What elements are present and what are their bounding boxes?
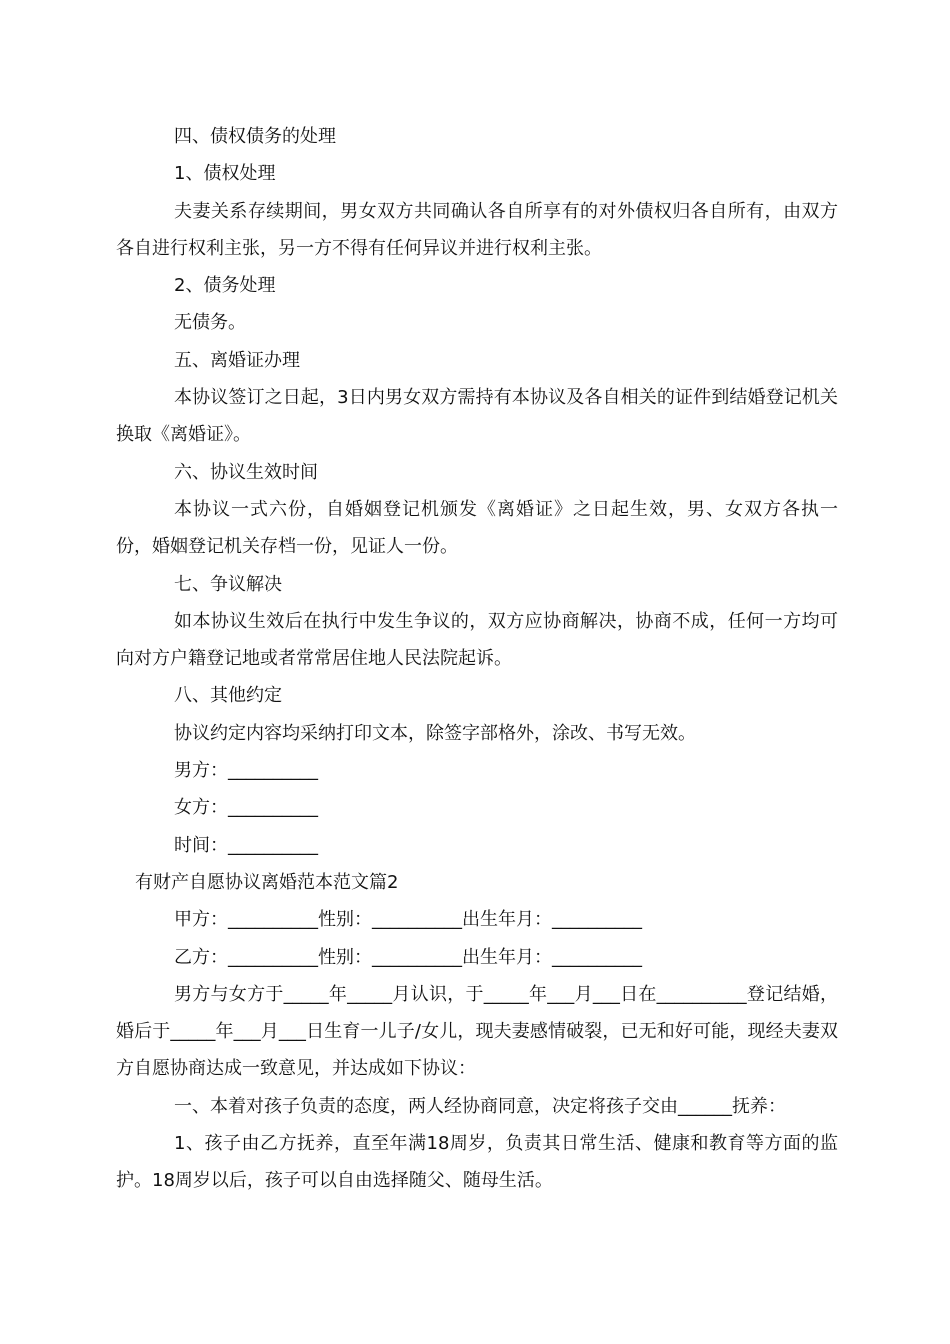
party-b-line: 乙方：__________性别：__________出生年月：__________	[174, 946, 642, 968]
subheading-debt: 2、债务处理	[174, 275, 276, 297]
paragraph-custody-intro: 一、本着对孩子负责的态度，两人经协商同意，决定将孩子交由______抚养：	[174, 1095, 786, 1117]
document-body	[116, 118, 838, 1200]
section-heading-effective: 六、协议生效时间	[174, 461, 318, 483]
signature-line-male: 男方：__________	[174, 760, 318, 782]
section-heading-other: 八、其他约定	[174, 685, 282, 707]
party-a-line: 甲方：__________性别：__________出生年月：__________	[174, 909, 642, 931]
paragraph-other: 协议约定内容均采纳打印文本，除签字部格外，涂改、书写无效。	[174, 722, 696, 744]
signature-line-female: 女方：__________	[174, 797, 318, 819]
paragraph-no-debt: 无债务。	[174, 312, 246, 334]
subheading-credit: 1、债权处理	[174, 163, 276, 185]
paragraph-dispute: 如本协议生效后在执行中发生争议的，双方应协商解决，协商不成，任何一方均可向对方户籍登记地或者常常居住地人民法院起诉。	[116, 610, 838, 670]
paragraph-marriage-facts: 男方与女方于_____年_____月认识，于_____年___月___日在__________登记结婚，婚后于_____年___月___日生育一儿子/女儿，现夫妻感情破裂，已无和好可能，现经夫妻双方自愿协商达成一致意见，并达成如下协议：	[116, 983, 838, 1080]
section-heading-debts: 四、债权债务的处理	[174, 126, 336, 147]
section-heading-dispute: 七、争议解决	[174, 573, 282, 595]
paragraph-custody-detail: 1、孩子由乙方抚养，直至年满18周岁，负责其日常生活、健康和教育等方面的监护。18周岁以后，孩子可以自由选择随父、随母生活。	[116, 1133, 838, 1192]
paragraph-certificate: 本协议签订之日起，3日内男女双方需持有本协议及各自相关的证件到结婚登记机关换取《离婚证》。	[116, 387, 838, 446]
signature-line-date: 时间：__________	[174, 834, 318, 856]
article-title-2: 有财产自愿协议离婚范本范文篇2	[135, 871, 399, 893]
section-heading-certificate: 五、离婚证办理	[174, 349, 300, 371]
paragraph-credit: 夫妻关系存续期间，男女双方共同确认各自所享有的对外债权归各自所有，由双方各自进行权利主张，另一方不得有任何异议并进行权利主张。	[116, 200, 838, 259]
paragraph-effective: 本协议一式六份，自婚姻登记机颁发《离婚证》之日起生效，男、女双方各执一份，婚姻登记机关存档一份，见证人一份。	[116, 498, 838, 558]
